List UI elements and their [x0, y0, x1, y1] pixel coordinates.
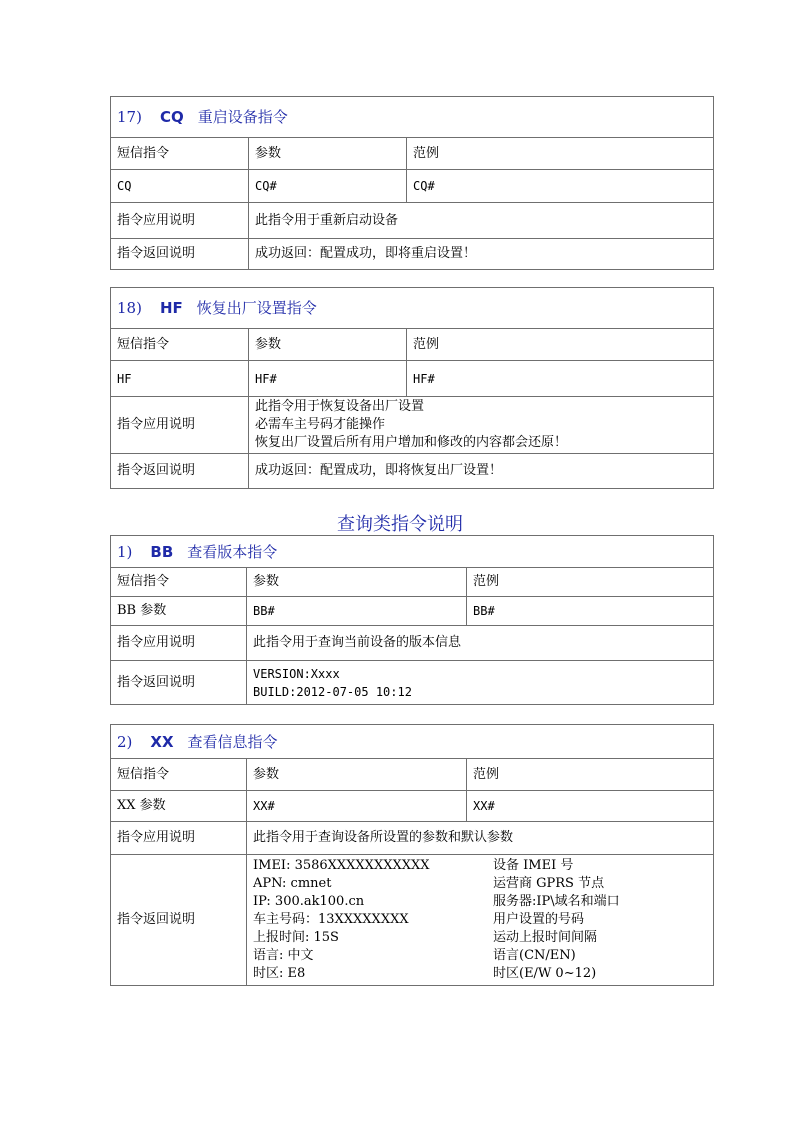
- command-code: BB: [150, 542, 174, 561]
- info-key: 车主号码：13XXXXXXXX: [253, 912, 409, 927]
- cell-parameter: BB#: [247, 597, 467, 626]
- cell-command: CQ: [111, 170, 249, 203]
- info-row: [253, 929, 707, 947]
- info-key: 上报时间: 15S: [253, 930, 339, 945]
- header-sms-command: 短信指令: [111, 138, 249, 170]
- header-sms-command: 短信指令: [111, 568, 247, 597]
- command-title: 查看信息指令: [187, 732, 278, 751]
- cell-parameter: HF#: [249, 361, 407, 397]
- info-row: [253, 875, 707, 893]
- info-desc: 用户设置的号码: [493, 912, 585, 927]
- return-label: 指令返回说明: [111, 454, 249, 489]
- header-example: 范例: [407, 329, 714, 361]
- info-key: APN: cmnet: [253, 876, 332, 891]
- info-row: [253, 893, 707, 911]
- command-title: 恢复出厂设置指令: [196, 299, 317, 317]
- command-table-hf: [110, 287, 714, 489]
- return-line: BUILD:2012-07-05 10:12: [253, 684, 412, 699]
- command-code: HF: [159, 299, 183, 317]
- query-table-xx: [110, 724, 714, 986]
- info-desc: 服务器:IP\域名和端口: [493, 894, 620, 909]
- header-sms-command: 短信指令: [111, 759, 247, 791]
- info-key: 时区: E8: [253, 966, 306, 981]
- info-desc: 运动上报时间间隔: [493, 930, 598, 945]
- header-sms-command: 短信指令: [111, 329, 249, 361]
- return-text: [247, 661, 714, 705]
- cell-parameter: XX#: [247, 791, 467, 822]
- item-number: 2): [117, 732, 133, 751]
- command-title: 查看版本指令: [187, 542, 278, 561]
- header-parameter: 参数: [247, 759, 467, 791]
- item-number: 18): [117, 299, 142, 317]
- cell-command: HF: [111, 361, 249, 397]
- return-text: 成功返回：配置成功，即将重启设置！: [249, 239, 714, 270]
- return-text: 成功返回：配置成功，即将恢复出厂设置！: [249, 454, 714, 489]
- item-number: 17): [117, 108, 142, 126]
- command-code: CQ: [159, 108, 184, 126]
- header-example: 范例: [407, 138, 714, 170]
- info-row: [253, 911, 707, 929]
- usage-label: 指令应用说明: [111, 822, 247, 855]
- table-title: [111, 725, 714, 759]
- info-desc: 运营商 GPRS 节点: [493, 876, 605, 891]
- table-title: [111, 288, 714, 329]
- usage-label: 指令应用说明: [111, 397, 249, 454]
- cell-example: BB#: [467, 597, 714, 626]
- header-parameter: 参数: [249, 138, 407, 170]
- cell-command: BB 参数: [111, 597, 247, 626]
- info-row: [253, 965, 707, 983]
- info-key: 语言: 中文: [253, 948, 314, 963]
- info-row: [253, 857, 707, 875]
- usage-line: 此指令用于恢复设备出厂设置: [255, 399, 425, 414]
- table-title: [111, 536, 714, 568]
- usage-line: 恢复出厂设置后所有用户增加和修改的内容都会还原！: [255, 435, 568, 450]
- cell-example: CQ#: [407, 170, 714, 203]
- item-number: 1): [117, 542, 133, 561]
- info-desc: 设备 IMEI 号: [493, 858, 574, 873]
- header-example: 范例: [467, 568, 714, 597]
- usage-label: 指令应用说明: [111, 203, 249, 239]
- return-label: 指令返回说明: [111, 661, 247, 705]
- info-key: IP: 300.ak100.cn: [253, 894, 365, 909]
- usage-text: 此指令用于查询设备所设置的参数和默认参数: [247, 822, 714, 855]
- header-parameter: 参数: [249, 329, 407, 361]
- usage-text: [249, 397, 714, 454]
- table-title: [111, 97, 714, 138]
- section-heading: 查询类指令说明: [337, 514, 463, 535]
- info-key: IMEI: 3586XXXXXXXXXXX: [253, 858, 430, 873]
- usage-label: 指令应用说明: [111, 626, 247, 661]
- header-example: 范例: [467, 759, 714, 791]
- usage-line: 必需车主号码才能操作: [255, 417, 386, 432]
- query-table-bb: [110, 535, 714, 705]
- return-label: 指令返回说明: [111, 239, 249, 270]
- cell-command: XX 参数: [111, 791, 247, 822]
- info-desc: 语言(CN/EN): [493, 948, 576, 963]
- cell-example: HF#: [407, 361, 714, 397]
- cell-example: XX#: [467, 791, 714, 822]
- return-info-list: [247, 855, 714, 986]
- cell-parameter: CQ#: [249, 170, 407, 203]
- command-code: XX: [150, 732, 174, 751]
- return-line: VERSION:Xxxx: [253, 666, 340, 681]
- usage-text: 此指令用于重新启动设备: [249, 203, 714, 239]
- usage-text: 此指令用于查询当前设备的版本信息: [247, 626, 714, 661]
- header-parameter: 参数: [247, 568, 467, 597]
- return-label: 指令返回说明: [111, 855, 247, 986]
- command-title: 重启设备指令: [197, 108, 288, 126]
- info-row: [253, 947, 707, 965]
- info-desc: 时区(E/W 0~12): [493, 966, 597, 981]
- command-table-cq: [110, 96, 714, 270]
